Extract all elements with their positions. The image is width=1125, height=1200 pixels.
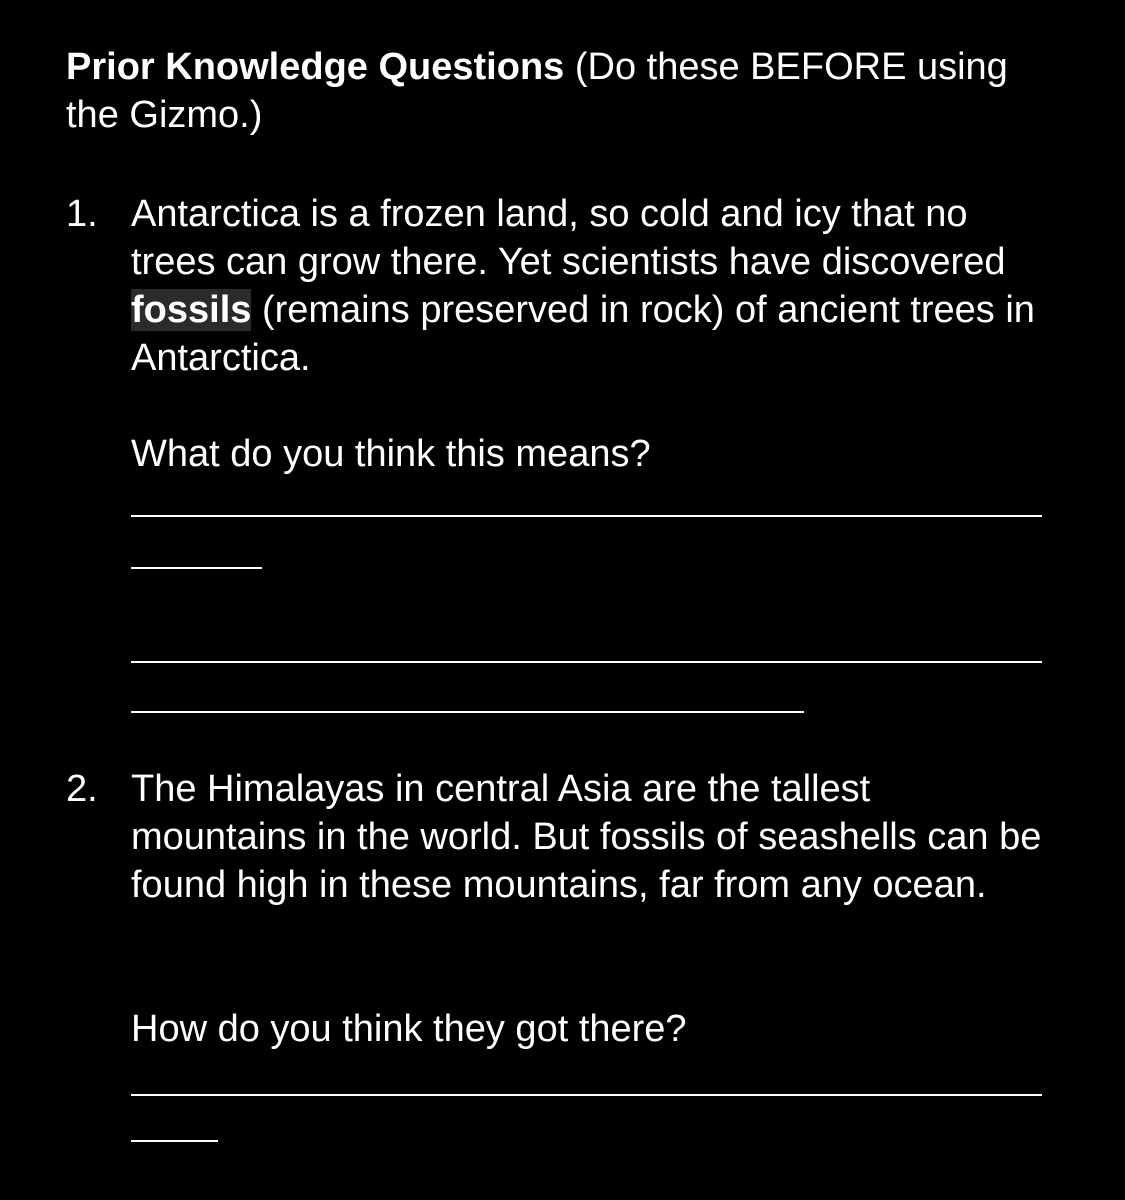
answer-line[interactable] [131,515,1042,517]
answer-line[interactable] [131,1140,218,1142]
answer-line[interactable] [131,1094,1042,1096]
heading-instruction: (Do these BEFORE using the Gizmo.) [66,46,1008,136]
section-heading [66,43,1066,139]
question-number: 1. [66,193,98,235]
question-text: The Himalayas in central Asia are the tallest mountains in the world. But fossils of seashells can be found high in these mountains, far from any ocean. [131,768,1042,906]
answer-line[interactable] [131,661,1042,663]
question-text-part: Antarctica is a frozen land, so cold and icy that no trees can grow there. Yet scientists have discovered [131,193,1006,283]
question-prompt: How do you think they got there? [131,1008,687,1050]
question-number: 2. [66,768,98,810]
answer-line[interactable] [131,567,262,569]
question-text-part: (remains preserved in rock) of ancient trees in Antarctica. [131,289,1035,379]
question-text [131,190,1051,382]
answer-line[interactable] [131,711,804,713]
keyword-fossils: fossils [131,289,252,331]
heading-title: Prior Knowledge Questions [66,46,565,88]
question-prompt: What do you think this means? [131,433,651,475]
